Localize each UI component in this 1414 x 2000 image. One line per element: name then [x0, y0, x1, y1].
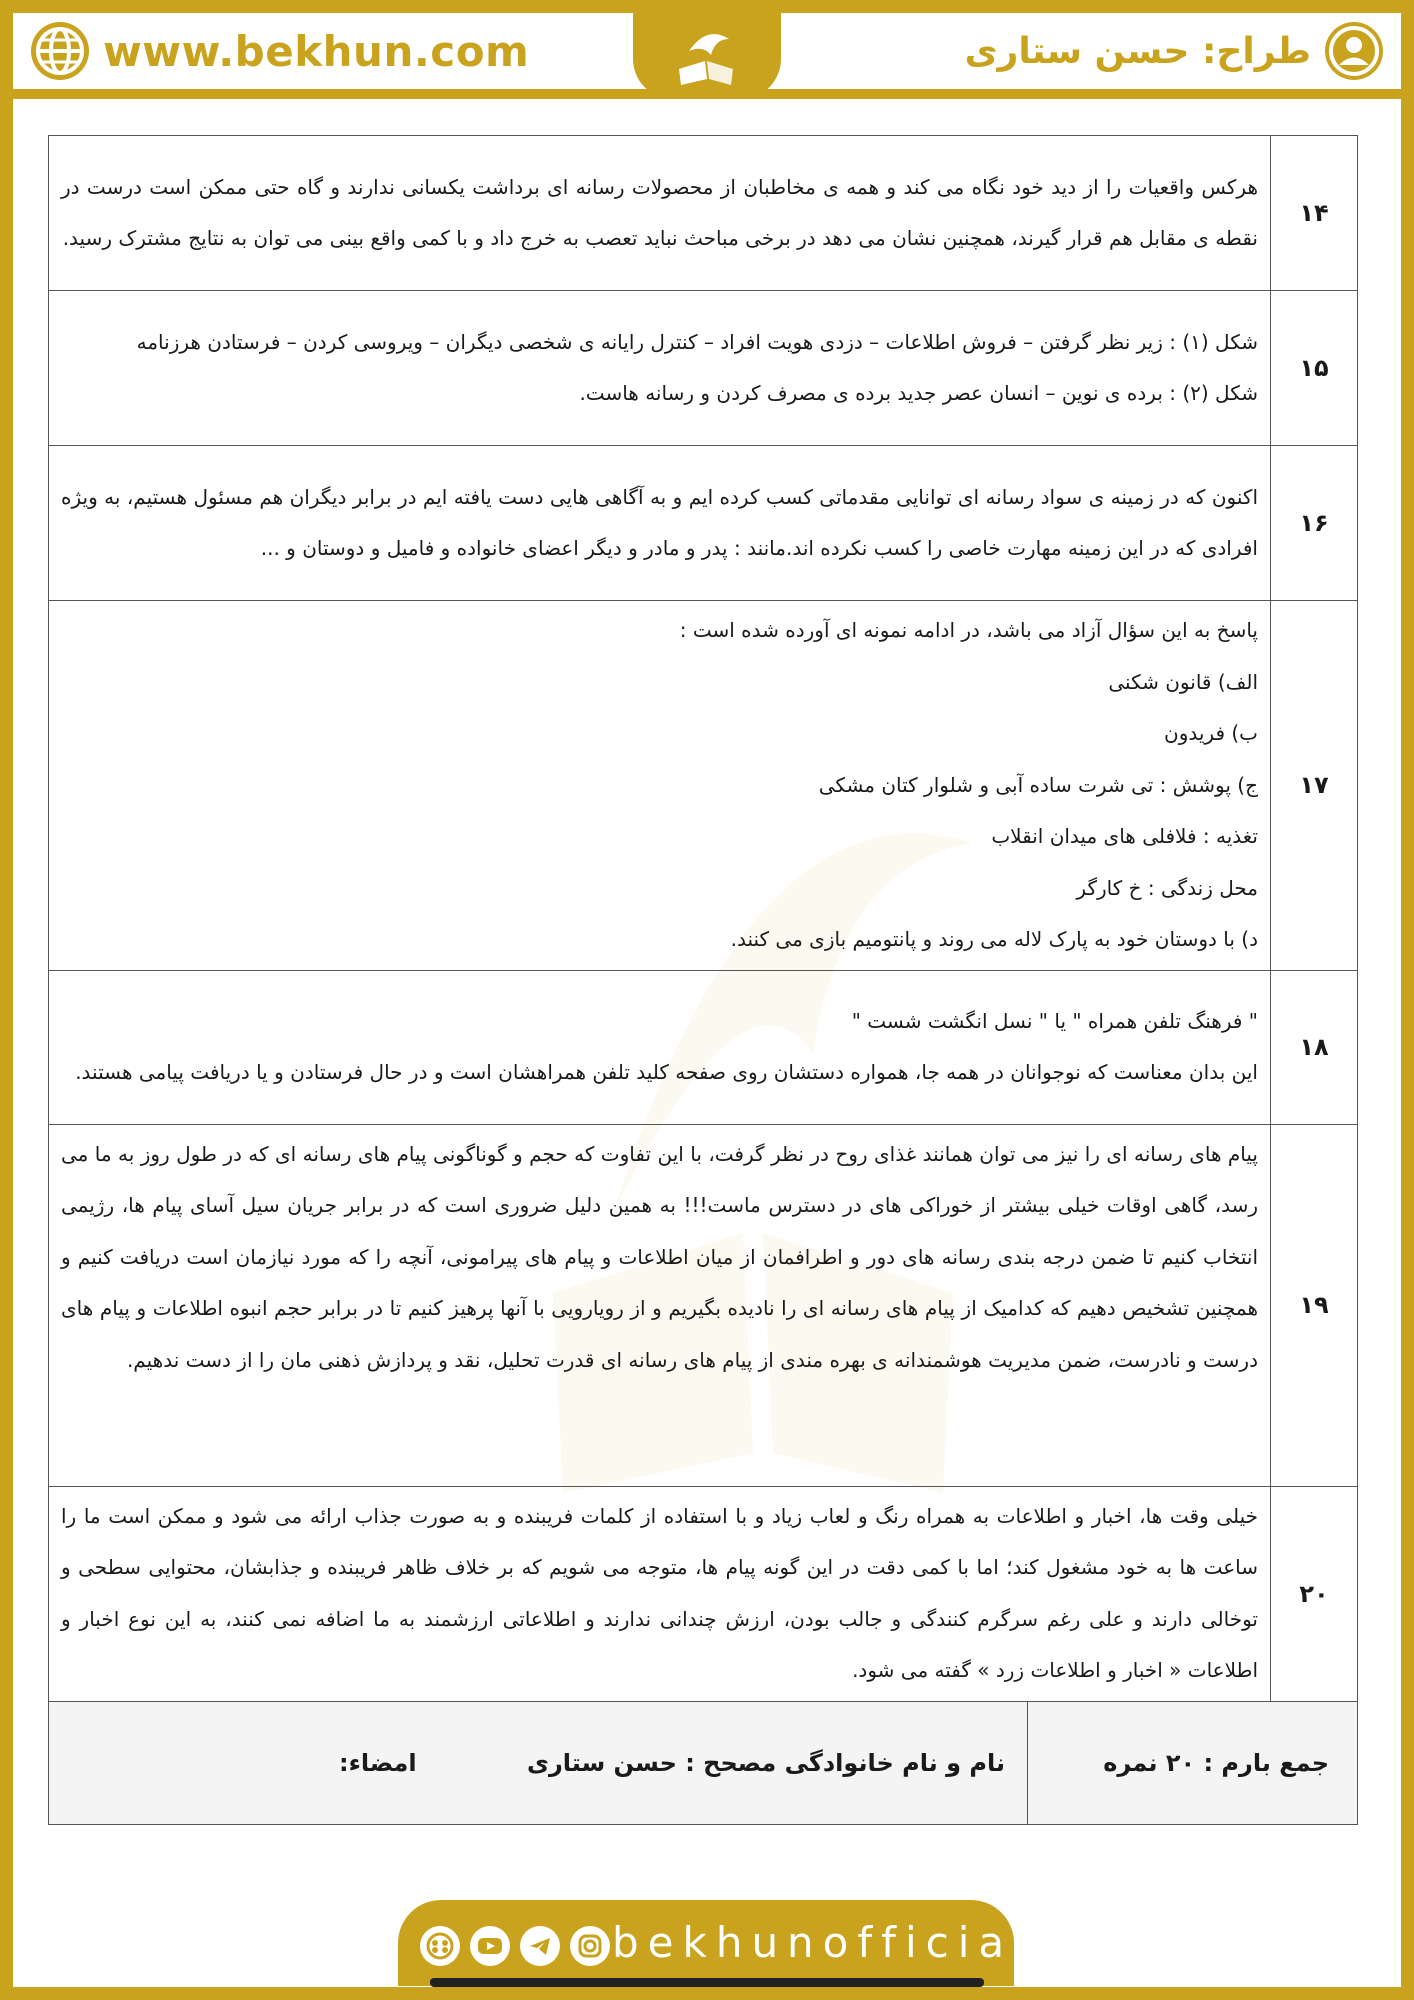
telegram-icon[interactable] [520, 1926, 560, 1966]
answer-text: شکل (۱) : زیر نظر گرفتن – فروش اطلاعات – دزدی هویت افراد – کنترل رایانه ی شخصی دیگران – ویروسی کردن – فرستادن هرزنامه شکل (۲) : برده ی نوین – انسان عصر جدید برده ی مصرف کردن و رسانه هاست. [49, 291, 1271, 446]
site-url[interactable]: www.bekhun.com [103, 26, 530, 76]
social-bar-shadow [430, 1978, 984, 1987]
answer-row [49, 136, 1358, 291]
social-handle[interactable]: bekhunofficial [612, 1918, 1034, 1967]
answer-text: خیلی وقت ها، اخبار و اطلاعات به همراه رنگ و لعاب زیاد و با استفاده از کلمات فریبنده و به صورت جذاب ارائه می شود و ممکن است ما را ساعت ها به خود مشغول کند؛ اما با کمی دقت در این گونه پیام ها، متوجه می شویم که بر خلاف ظاهر فریبنده و جذابشان، محتوایی سطحی و توخالی دارند و علی رغم سرگرم کنندگی و جالب بودن، ارزش چندانی ندارند و اطلاعاتی ارزشمند به ما اضافه نمی کنند، به این نوع اخبار و اطلاعات « اخبار و اطلاعات زرد » گفته می شود. [49, 1486, 1271, 1701]
row-number: ۱۷ [1271, 601, 1358, 971]
book-logo-icon [667, 21, 747, 91]
row-number: ۱۸ [1271, 970, 1358, 1124]
globe-icon [31, 22, 89, 80]
answer-text: پاسخ به این سؤال آزاد می باشد، در ادامه نمونه ای آورده شده است : الف) قانون شکنی ب) فریدون ج) پوشش : تی شرت ساده آبی و شلوار کتان مشکی تغذیه : فلافلی های میدان انقلاب محل زندگی : خ کارگر د) با دوستان خود به پارک لاله می روند و پانتومیم بازی می کنند. [49, 601, 1271, 971]
brand-logo [633, 13, 781, 99]
answer-row [49, 291, 1358, 446]
answer-text: " فرهنگ تلفن همراه " یا " نسل انگشت شست " این بدان معناست که نوجوانان در همه جا، همواره دستشان روی صفحه کلید تلفن همراهشان است و در حال فرستادن و یا دریافت پیامی هستند. [49, 970, 1271, 1124]
signature-label: امضاء: [339, 1748, 417, 1777]
row-number: ۱۴ [1271, 136, 1358, 291]
answer-row [49, 1486, 1358, 1701]
instagram-icon[interactable] [570, 1926, 610, 1966]
page [13, 13, 1401, 1987]
total-score: جمع بارم : ۲۰ نمره [1027, 1702, 1357, 1824]
summary-row [49, 1701, 1358, 1824]
answer-row [49, 970, 1358, 1124]
designer [965, 21, 1383, 81]
answer-row [49, 446, 1358, 601]
answer-text: پیام های رسانه ای را نیز می توان همانند غذای روح در نظر گرفت، با این تفاوت که حجم و گوناگونی پیام های رسانه ای که در طول روز به ما می رسد، گاهی اوقات خیلی بیشتر از خوراکی های در دسترس ماست!!! به همین دلیل ضروری است که در برابر جریان سیل آسای پیام ها، رژیمی انتخاب کنیم تا ضمن درجه بندی رسانه های دور و اطرافمان از میان اطلاعات و پیام های پیرامونی، آنچه را که مورد نیازمان است دریافت کنیم و همچنین تشخیص دهیم که کدامیک از پیام های رسانه ای را نادیده بگیریم و از رویارویی با آنها پرهیز کنیم تا در برابر حجم انبوه اطلاعات و پیام های درست و نادرست، ضمن مدیریت هوشمندانه ی بهره مندی از پیام های رسانه ای قدرت تحلیل، نقد و پردازش ذهنی مان را از دست ندهیم. [49, 1124, 1271, 1486]
answer-table [48, 135, 1358, 1825]
aparat-icon[interactable] [420, 1926, 460, 1966]
row-number: ۱۹ [1271, 1124, 1358, 1486]
corrector-name: نام و نام خانوادگی مصحح : حسن ستاری [526, 1748, 1005, 1777]
user-icon [1325, 22, 1383, 80]
row-number: ۱۵ [1271, 291, 1358, 446]
answer-row [49, 601, 1358, 971]
site-link[interactable] [31, 21, 529, 81]
summary-cell [49, 1701, 1358, 1824]
designer-name: طراح: حسن ستاری [964, 30, 1311, 72]
answer-text: هرکس واقعیات را از دید خود نگاه می کند و همه ی مخاطبان از محصولات رسانه ای برداشت یکسانی ندارند و گاه حتی ممکن است درست در نقطه ی مقابل هم قرار گیرند، همچنین نشان می دهد در برخی مباحث نباید تعصب به خرج داد و با کمی واقع بینی می توان به نتایج مشترک رسید. [49, 136, 1271, 291]
social-icons [420, 1920, 610, 1972]
answer-row [49, 1124, 1358, 1486]
answer-text: اکنون که در زمینه ی سواد رسانه ای توانایی مقدماتی کسب کرده ایم و به آگاهی هایی دست یافته ایم در برابر دیگران هم مسئول هستیم، به ویژه افرادی که در این زمینه مهارت خاصی را کسب نکرده اند.مانند : پدر و مادر و دیگر اعضای خانواده و فامیل و دوستان و ... [49, 446, 1271, 601]
youtube-icon[interactable] [470, 1926, 510, 1966]
row-number: ۲۰ [1271, 1486, 1358, 1701]
row-number: ۱۶ [1271, 446, 1358, 601]
